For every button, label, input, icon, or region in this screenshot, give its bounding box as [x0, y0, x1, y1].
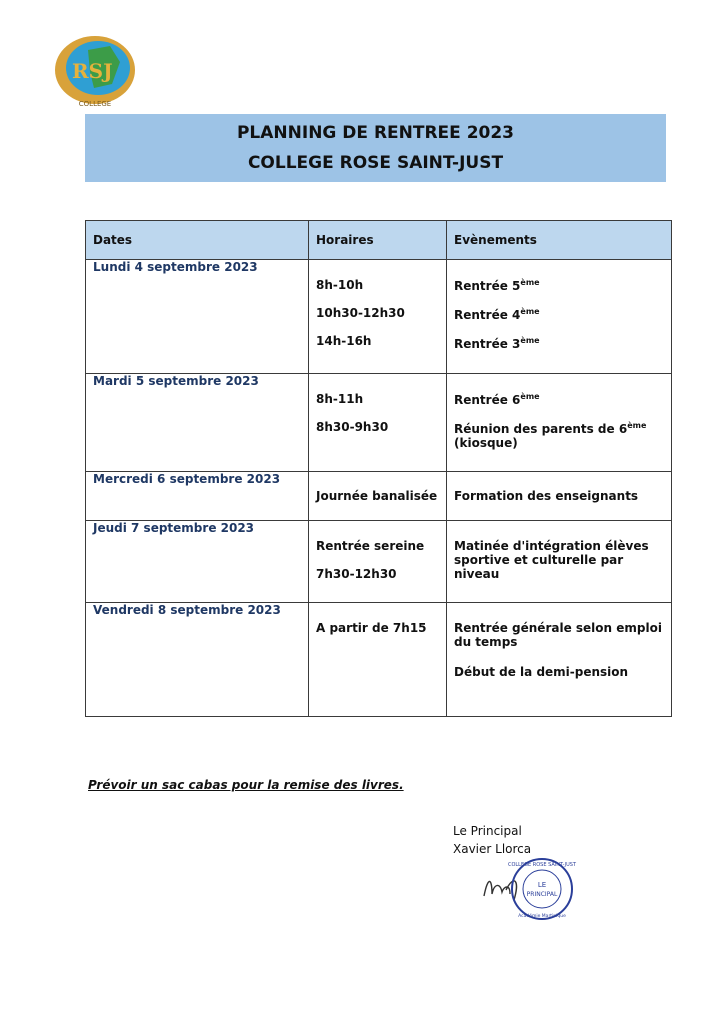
event: Rentrée générale selon emploi du temps — [454, 621, 662, 649]
event: Formation des enseignants — [454, 489, 639, 503]
table-row — [86, 472, 672, 521]
signature-role: Le Principal — [453, 824, 522, 838]
svg-text:COLLEGE ROSE SAINT-JUST: COLLEGE ROSE SAINT-JUST — [507, 862, 577, 868]
row-date: Vendredi 8 septembre 2023 — [86, 603, 309, 717]
row-horaires — [309, 260, 447, 374]
horaire: 14h-16h — [316, 334, 372, 348]
title-line-1: PLANNING DE RENTREE 2023 — [236, 123, 515, 143]
horaire: Journée banalisée — [316, 489, 438, 503]
row-date: Lundi 4 septembre 2023 — [86, 260, 309, 374]
row-date: Mercredi 6 septembre 2023 — [86, 472, 309, 521]
header-dates: Dates — [86, 221, 309, 260]
event: Début de la demi-pension — [454, 665, 629, 679]
logo-caption: COLLEGE — [78, 100, 112, 108]
horaire: 8h-11h — [316, 392, 364, 406]
header-horaires: Horaires — [309, 221, 447, 260]
event: Réunion des parents de 6ème — [454, 421, 647, 436]
college-logo — [50, 32, 140, 110]
title-line-2: COLLEGE ROSE SAINT-JUST — [247, 153, 504, 173]
event: Rentrée 4ème — [454, 307, 540, 322]
row-horaires — [309, 603, 447, 717]
event: Rentrée 3ème — [454, 336, 540, 351]
horaire: 8h30-9h30 — [316, 420, 389, 434]
svg-text:LE: LE — [537, 881, 547, 889]
svg-text:PRINCIPAL: PRINCIPAL — [526, 891, 558, 898]
table-row — [86, 603, 672, 717]
table-row — [86, 521, 672, 603]
horaire: Rentrée sereine — [316, 539, 425, 553]
planning-table — [85, 220, 672, 717]
horaire: 10h30-12h30 — [316, 306, 405, 320]
row-events — [447, 521, 672, 603]
header-evenements: Evènements — [447, 221, 672, 260]
title-band — [85, 114, 666, 182]
row-events — [447, 374, 672, 472]
event: Rentrée 6ème — [454, 392, 540, 407]
horaire: A partir de 7h15 — [316, 621, 427, 635]
event: Rentrée 5ème — [454, 278, 540, 293]
row-events — [447, 260, 672, 374]
row-events — [447, 603, 672, 717]
horaire: 8h-10h — [316, 278, 364, 292]
signature-block — [453, 822, 531, 858]
row-horaires — [309, 374, 447, 472]
row-date: Mardi 5 septembre 2023 — [86, 374, 309, 472]
horaire: 7h30-12h30 — [316, 567, 397, 581]
table-row — [86, 374, 672, 472]
signature-name: Xavier Llorca — [453, 842, 532, 856]
event-continuation: (kiosque) — [454, 436, 518, 450]
table-row — [86, 260, 672, 374]
row-events — [447, 472, 672, 521]
event: Matinée d'intégration élèves sportive et culturelle par niveau — [454, 539, 649, 581]
row-date: Jeudi 7 septembre 2023 — [86, 521, 309, 603]
row-horaires — [309, 521, 447, 603]
logo-initials: RSJ — [72, 59, 113, 83]
svg-text:Académie Martinique: Académie Martinique — [518, 914, 566, 919]
note-text: Prévoir un sac cabas pour la remise des livres. — [88, 778, 404, 792]
row-horaires — [309, 472, 447, 521]
table-header-row — [86, 221, 672, 260]
stamp-signature-icon — [480, 856, 580, 922]
